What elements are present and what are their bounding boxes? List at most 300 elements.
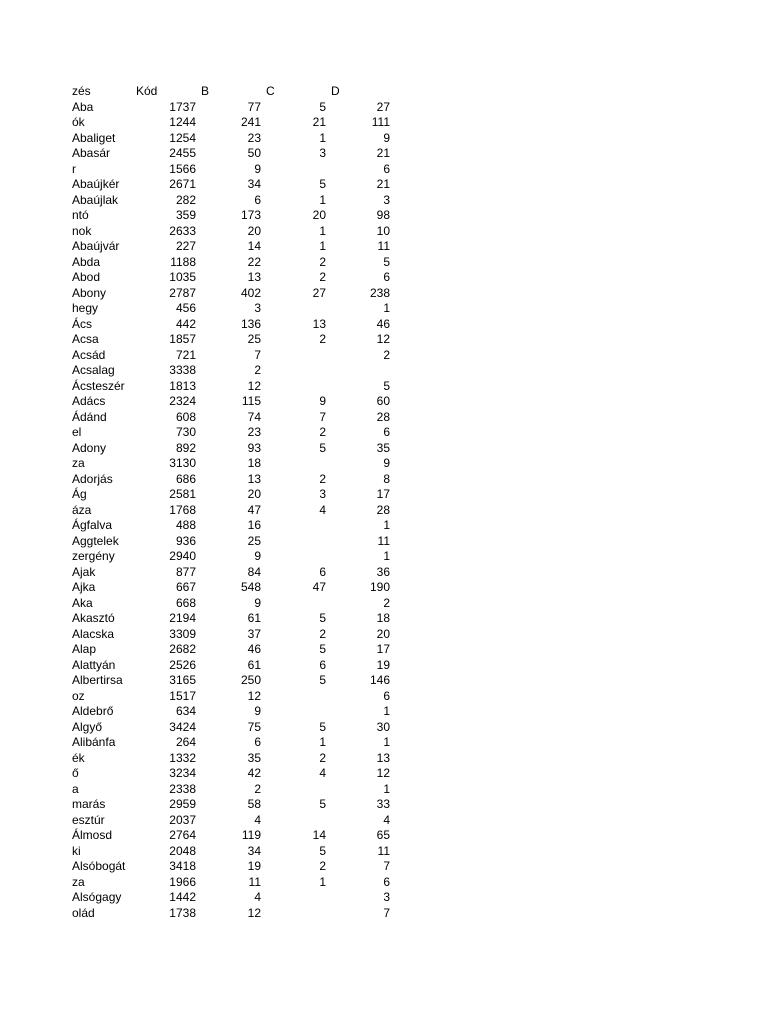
cell-c: 1 [319, 223, 326, 238]
table-row [72, 844, 402, 860]
table-row [72, 890, 402, 906]
table-row [72, 751, 402, 767]
cell-b: 34 [247, 843, 261, 858]
cell-kod: 1244 [169, 115, 196, 129]
table-row [72, 100, 402, 116]
cell-kod: 2959 [169, 797, 196, 811]
cell-b: 46 [247, 642, 261, 656]
cell-kod: 686 [175, 471, 196, 486]
cell-d: 27 [376, 99, 390, 114]
cell-b: 61 [247, 611, 261, 625]
cell-b: 12 [247, 905, 261, 920]
cell-b: 9 [254, 704, 261, 718]
cell-kod: 892 [175, 440, 196, 455]
cell-kod: 3418 [169, 859, 196, 873]
cell-kod: 359 [175, 208, 196, 222]
cell-d: 30 [376, 719, 390, 734]
table-row [72, 782, 402, 798]
cell-b: 6 [254, 735, 261, 749]
table-row [72, 720, 402, 736]
cell-kod: 2764 [169, 828, 196, 842]
cell-name: ntó [72, 208, 89, 222]
cell-kod: 442 [175, 316, 196, 331]
cell-name: Aggtelek [72, 533, 119, 548]
cell-d: 19 [376, 657, 390, 672]
cell-name: Ajka [72, 580, 96, 594]
cell-name: hegy [72, 301, 99, 315]
table-row [72, 627, 402, 643]
cell-b: 136 [240, 316, 261, 331]
cell-kod: 877 [175, 564, 196, 579]
cell-c: 5 [319, 673, 326, 687]
cell-name: Algyő [72, 719, 103, 734]
cell-d: 28 [376, 409, 390, 424]
cell-d: 7 [383, 859, 390, 873]
cell-name: Abod [72, 270, 101, 284]
cell-kod: 488 [175, 518, 196, 532]
cell-d: 65 [376, 828, 390, 842]
table-row [72, 115, 402, 131]
cell-name: Ajak [72, 564, 96, 579]
cell-d: 6 [383, 874, 390, 889]
cell-kod: 3309 [169, 626, 196, 641]
cell-name: Acsád [72, 347, 106, 362]
cell-name: marás [72, 797, 106, 811]
table-row [72, 766, 402, 782]
cell-kod: 2671 [169, 177, 196, 191]
cell-b: 13 [247, 471, 261, 486]
cell-kod: 3234 [169, 766, 196, 780]
table-row [72, 162, 402, 178]
table-row [72, 503, 402, 519]
cell-b: 548 [240, 580, 261, 594]
cell-b: 75 [247, 719, 261, 734]
cell-name: ók [72, 115, 85, 129]
cell-name: Alacska [72, 626, 115, 641]
cell-c: 6 [319, 657, 326, 672]
table-row [72, 270, 402, 286]
table-row [72, 518, 402, 534]
cell-d: 1 [383, 549, 390, 563]
cell-b: 61 [247, 657, 261, 672]
cell-c: 2 [319, 859, 326, 873]
cell-b: 35 [247, 750, 261, 765]
cell-d: 60 [376, 394, 390, 408]
cell-kod: 2682 [169, 642, 196, 656]
cell-d: 11 [377, 533, 390, 548]
cell-b: 11 [248, 874, 261, 889]
cell-b: 119 [241, 828, 261, 842]
cell-d: 2 [383, 347, 390, 362]
cell-b: 115 [241, 394, 261, 408]
cell-kod: 227 [175, 239, 196, 253]
cell-name: áza [72, 502, 92, 517]
table-row [72, 456, 402, 472]
cell-c: 20 [312, 208, 326, 222]
table-row [72, 549, 402, 565]
cell-d: 6 [383, 425, 390, 439]
table-row [72, 797, 402, 813]
table-row [72, 332, 402, 348]
cell-d: 146 [369, 673, 390, 687]
cell-b: 20 [247, 223, 261, 238]
cell-name: Abasár [72, 146, 111, 160]
cell-name: Alap [72, 642, 97, 656]
cell-d: 12 [376, 766, 390, 780]
cell-c: 2 [319, 270, 326, 284]
cell-d: 1 [383, 704, 390, 718]
cell-kod: 2633 [169, 223, 196, 238]
table-row [72, 534, 402, 550]
cell-kod: 2048 [169, 843, 196, 858]
cell-b: 402 [240, 285, 261, 300]
cell-kod: 634 [175, 704, 196, 718]
cell-d: 111 [371, 115, 390, 129]
cell-kod: 3165 [169, 673, 196, 687]
cell-c: 5 [319, 440, 326, 455]
cell-b: 7 [254, 347, 261, 362]
cell-c: 47 [312, 580, 326, 594]
table-row [72, 813, 402, 829]
table-row [72, 425, 402, 441]
cell-b: 4 [254, 812, 261, 827]
cell-kod: 608 [175, 409, 196, 424]
cell-kod: 667 [175, 580, 196, 594]
cell-b: 9 [254, 549, 261, 563]
cell-b: 3 [254, 301, 261, 315]
cell-d: 1 [383, 735, 390, 749]
table-row [72, 301, 402, 317]
cell-c: 13 [312, 316, 326, 331]
cell-c: 1 [319, 130, 326, 145]
cell-kod: 2581 [169, 487, 196, 501]
cell-name: Álmosd [72, 828, 113, 842]
cell-b: 37 [247, 626, 261, 641]
cell-c: 4 [319, 766, 326, 780]
table-row [72, 146, 402, 162]
cell-b: 9 [254, 595, 261, 610]
cell-kod: 456 [175, 301, 196, 315]
cell-name: za [72, 456, 85, 470]
cell-d: 1 [383, 781, 390, 796]
cell-b: 19 [247, 859, 261, 873]
header-kod: Kód [136, 84, 158, 98]
cell-d: 6 [383, 270, 390, 284]
cell-c: 14 [312, 828, 326, 842]
cell-d: 21 [376, 146, 390, 160]
table-row [72, 193, 402, 209]
cell-d: 5 [383, 254, 390, 269]
cell-c: 5 [319, 99, 326, 114]
cell-d: 11 [377, 239, 390, 253]
cell-c: 2 [319, 626, 326, 641]
cell-name: r [72, 161, 76, 176]
cell-kod: 730 [175, 425, 196, 439]
table-row [72, 642, 402, 658]
cell-kod: 2940 [169, 549, 196, 563]
cell-c: 6 [319, 564, 326, 579]
table-row [72, 735, 402, 751]
cell-c: 2 [319, 254, 326, 269]
cell-c: 5 [319, 843, 326, 858]
cell-b: 74 [247, 409, 261, 424]
cell-name: Ádánd [72, 409, 107, 424]
cell-c: 5 [319, 177, 326, 191]
cell-b: 22 [247, 254, 261, 269]
cell-name: Adács [72, 394, 106, 408]
cell-b: 2 [254, 781, 261, 796]
cell-name: ék [72, 750, 85, 765]
cell-name: a [72, 781, 79, 796]
cell-kod: 2455 [169, 146, 196, 160]
cell-name: Alattyán [72, 657, 116, 672]
cell-name: Acsa [72, 332, 99, 346]
table-row [72, 441, 402, 457]
cell-d: 12 [376, 332, 390, 346]
cell-d: 18 [376, 611, 390, 625]
cell-d: 9 [383, 456, 390, 470]
cell-name: el [72, 425, 82, 439]
cell-c: 5 [319, 611, 326, 625]
cell-name: Abaújlak [72, 192, 119, 207]
cell-kod: 1332 [169, 750, 196, 765]
cell-c: 2 [319, 471, 326, 486]
table-row [72, 875, 402, 891]
cell-kod: 282 [175, 192, 196, 207]
cell-c: 7 [319, 409, 326, 424]
cell-d: 8 [383, 471, 390, 486]
cell-d: 238 [369, 285, 390, 300]
cell-kod: 668 [175, 595, 196, 610]
cell-kod: 1442 [169, 890, 196, 904]
header-b: B [201, 84, 210, 98]
cell-c: 1 [319, 239, 326, 253]
cell-kod: 1566 [169, 161, 196, 176]
table-row [72, 177, 402, 193]
cell-name: Akasztó [72, 611, 115, 625]
cell-name: Albertirsa [72, 673, 123, 687]
cell-d: 17 [376, 487, 390, 501]
cell-name: Ácsteszér [72, 378, 125, 393]
cell-name: esztúr [72, 812, 105, 827]
cell-c: 5 [319, 797, 326, 811]
cell-b: 42 [247, 766, 261, 780]
table-row [72, 580, 402, 596]
cell-b: 84 [247, 564, 261, 579]
cell-name: nok [72, 223, 92, 238]
cell-kod: 1517 [169, 688, 196, 703]
table-row [72, 239, 402, 255]
header-c: C [266, 84, 275, 98]
table-row [72, 689, 402, 705]
cell-d: 2 [383, 595, 390, 610]
cell-kod: 3130 [169, 456, 196, 470]
cell-d: 46 [376, 316, 390, 331]
cell-c: 1 [319, 874, 326, 889]
cell-kod: 2037 [169, 812, 196, 827]
cell-d: 11 [377, 843, 390, 858]
cell-b: 25 [247, 332, 261, 346]
cell-name: ő [72, 766, 79, 780]
cell-name: Alsógagy [72, 890, 122, 904]
cell-b: 4 [254, 890, 261, 904]
cell-c: 5 [319, 642, 326, 656]
table-row [72, 673, 402, 689]
cell-name: Abaújkér [72, 177, 120, 191]
cell-kod: 936 [175, 533, 196, 548]
cell-c: 9 [319, 394, 326, 408]
cell-d: 1 [383, 301, 390, 315]
cell-b: 20 [247, 487, 261, 501]
header-name: zés [72, 84, 91, 98]
table-row [72, 487, 402, 503]
cell-name: ki [72, 843, 81, 858]
cell-d: 33 [376, 797, 390, 811]
cell-kod: 2194 [169, 611, 196, 625]
cell-kod: 1254 [169, 130, 196, 145]
cell-c: 1 [319, 192, 326, 207]
table-row [72, 596, 402, 612]
cell-d: 20 [376, 626, 390, 641]
cell-kod: 3424 [169, 719, 196, 734]
cell-b: 16 [247, 518, 261, 532]
cell-b: 50 [247, 146, 261, 160]
cell-b: 77 [247, 99, 261, 114]
cell-b: 12 [247, 688, 261, 703]
cell-c: 27 [312, 285, 326, 300]
cell-name: Abony [72, 285, 107, 300]
cell-c: 5 [319, 719, 326, 734]
table-row [72, 472, 402, 488]
cell-b: 25 [247, 533, 261, 548]
cell-d: 1 [383, 518, 390, 532]
cell-kod: 2787 [169, 285, 196, 300]
cell-d: 6 [383, 161, 390, 176]
cell-name: Aba [72, 99, 94, 114]
table-row [72, 410, 402, 426]
cell-b: 2 [254, 363, 261, 377]
cell-c: 3 [319, 146, 326, 160]
cell-name: Alsóbogát [72, 859, 126, 873]
cell-d: 36 [376, 564, 390, 579]
cell-name: Ács [72, 316, 93, 331]
cell-name: olád [72, 905, 95, 920]
cell-b: 14 [247, 239, 261, 253]
cell-d: 9 [383, 130, 390, 145]
cell-d: 17 [376, 642, 390, 656]
cell-d: 98 [376, 208, 390, 222]
cell-b: 23 [247, 425, 261, 439]
table-row [72, 348, 402, 364]
cell-name: Adony [72, 440, 107, 455]
table-body [72, 100, 402, 922]
cell-b: 23 [247, 130, 261, 145]
cell-b: 12 [247, 378, 261, 393]
cell-name: zergény [72, 549, 115, 563]
cell-b: 13 [247, 270, 261, 284]
cell-name: Abaliget [72, 130, 116, 145]
cell-b: 47 [247, 502, 261, 517]
cell-c: 1 [319, 735, 326, 749]
cell-kod: 1813 [169, 378, 196, 393]
table-row [72, 828, 402, 844]
cell-kod: 3338 [169, 363, 196, 377]
cell-c: 4 [319, 502, 326, 517]
cell-b: 173 [240, 208, 261, 222]
cell-c: 2 [319, 332, 326, 346]
header-d: D [331, 84, 340, 98]
cell-c: 3 [319, 487, 326, 501]
table-row [72, 379, 402, 395]
cell-d: 13 [376, 750, 390, 765]
cell-c: 2 [319, 750, 326, 765]
table-row [72, 363, 402, 379]
cell-b: 18 [247, 456, 261, 470]
cell-kod: 721 [175, 347, 196, 362]
table-header-row [72, 84, 402, 100]
cell-kod: 264 [175, 735, 196, 749]
cell-b: 9 [254, 161, 261, 176]
table-row [72, 224, 402, 240]
cell-kod: 2324 [169, 394, 196, 408]
cell-b: 250 [240, 673, 261, 687]
cell-name: Ág [72, 487, 87, 501]
cell-kod: 1966 [169, 874, 196, 889]
cell-b: 6 [254, 192, 261, 207]
cell-kod: 1737 [169, 99, 196, 114]
cell-kod: 1768 [169, 502, 196, 517]
table-row [72, 394, 402, 410]
cell-b: 241 [240, 115, 261, 129]
table-row [72, 317, 402, 333]
data-table [72, 84, 402, 921]
table-row [72, 859, 402, 875]
table-row [72, 208, 402, 224]
cell-kod: 2338 [169, 781, 196, 796]
cell-d: 3 [383, 890, 390, 904]
cell-name: Ágfalva [72, 518, 113, 532]
cell-d: 190 [369, 580, 390, 594]
cell-name: za [72, 874, 85, 889]
cell-d: 35 [376, 440, 390, 455]
cell-kod: 1857 [169, 332, 196, 346]
table-row [72, 286, 402, 302]
cell-d: 28 [376, 502, 390, 517]
table-row [72, 906, 402, 922]
cell-name: Abda [72, 254, 101, 269]
cell-c: 2 [319, 425, 326, 439]
cell-d: 5 [383, 378, 390, 393]
cell-name: Abaújvár [72, 239, 120, 253]
cell-name: oz [72, 688, 85, 703]
cell-d: 6 [383, 688, 390, 703]
cell-c: 21 [312, 115, 326, 129]
cell-kod: 1738 [169, 905, 196, 920]
table-row [72, 255, 402, 271]
cell-d: 3 [383, 192, 390, 207]
table-row [72, 611, 402, 627]
cell-d: 4 [383, 812, 390, 827]
table-row [72, 131, 402, 147]
cell-name: Alibánfa [72, 735, 116, 749]
table-row [72, 565, 402, 581]
cell-d: 21 [376, 177, 390, 191]
cell-d: 10 [376, 223, 390, 238]
cell-b: 34 [247, 177, 261, 191]
cell-kod: 1035 [169, 270, 196, 284]
cell-b: 58 [247, 797, 261, 811]
cell-name: Acsalag [72, 363, 115, 377]
